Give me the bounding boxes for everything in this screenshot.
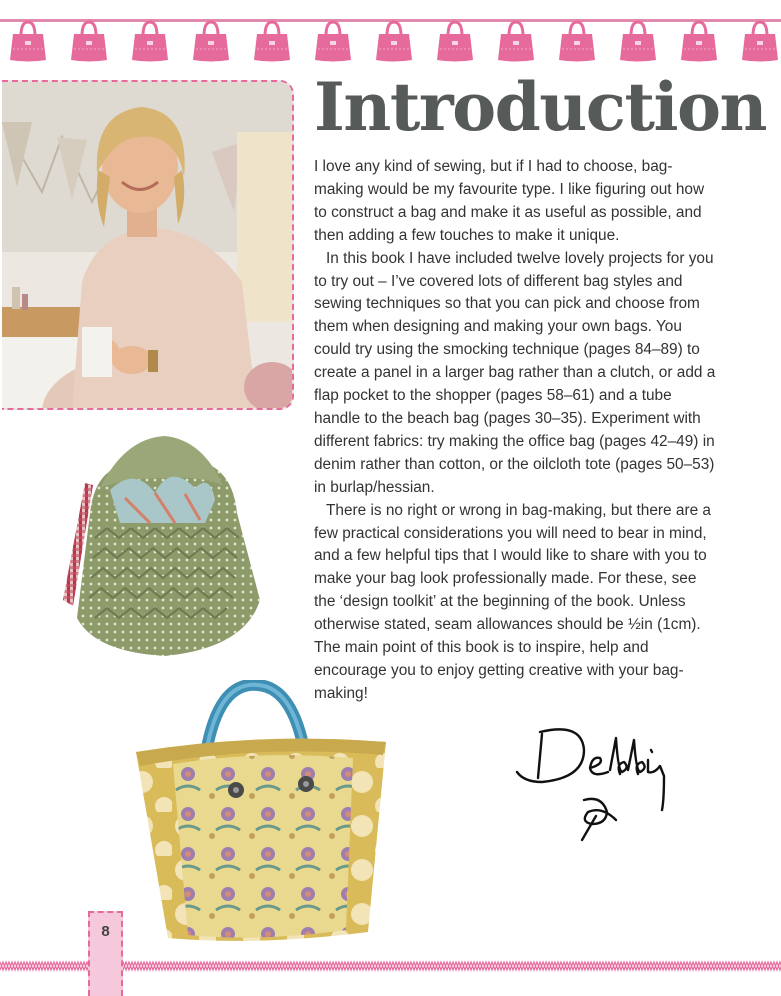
paragraph-3: There is no right or wrong in bag-making, but there are a few practical considerations you will need to bear in mind, and a few helpful tips that I would like to share with you to make your bag look professionally made. For these, see the ‘design toolkit’ at the beginning of the book. Unless otherwise stated, seam allowances should be ½in (1cm). The main point of this book is to inspire, help and encourage you to enjoy getting creative with your bag-making! (314, 501, 711, 702)
handbag-icon (496, 16, 536, 64)
handbag-icon (435, 16, 475, 64)
tote-bag-photo (128, 680, 390, 948)
paragraph-2: In this book I have included twelve lovely projects for you to try out – I’ve covered lots of different bag styles and sewing techniques so that you can pick and choose from them when designing and making your own bags. You could try using the smocking technique (pages 84–89) to create a panel in a larger bag rather than a clutch, or add a flap pocket to the shopper (pages 58–61) and a tube handle to the beach bag (pages 30–35). Experiment with different fabrics: try making the office bag (pages 42–49) in denim rather than cotton, or the oilcloth tote (pages 50–53) in burlap/hessian. (314, 249, 716, 496)
page-number-tab (88, 911, 123, 996)
handbag-icon (618, 16, 658, 64)
handbag-icon (374, 16, 414, 64)
author-photo (2, 80, 294, 410)
intro-body (314, 156, 716, 706)
handbag-icon (130, 16, 170, 64)
handbag-icon (679, 16, 719, 64)
drawstring-bag-photo (55, 428, 275, 660)
handbag-icon (69, 16, 109, 64)
page-number: 8 (101, 923, 110, 940)
handbag-icon (740, 16, 780, 64)
handbag-icon (313, 16, 353, 64)
handbag-icon (191, 16, 231, 64)
paragraph-1: I love any kind of sewing, but if I had to choose, bag-making would be my favourite type. I like figuring out how to construct a bag and make it as useful as possible, and then adding a few touches to make it unique. (314, 158, 705, 244)
author-signature (512, 720, 682, 855)
handbag-icon (557, 16, 597, 64)
handbag-icon (252, 16, 292, 64)
handbag-icon (8, 16, 48, 64)
page-title: Introduction (314, 68, 767, 146)
handbag-border (0, 16, 781, 64)
